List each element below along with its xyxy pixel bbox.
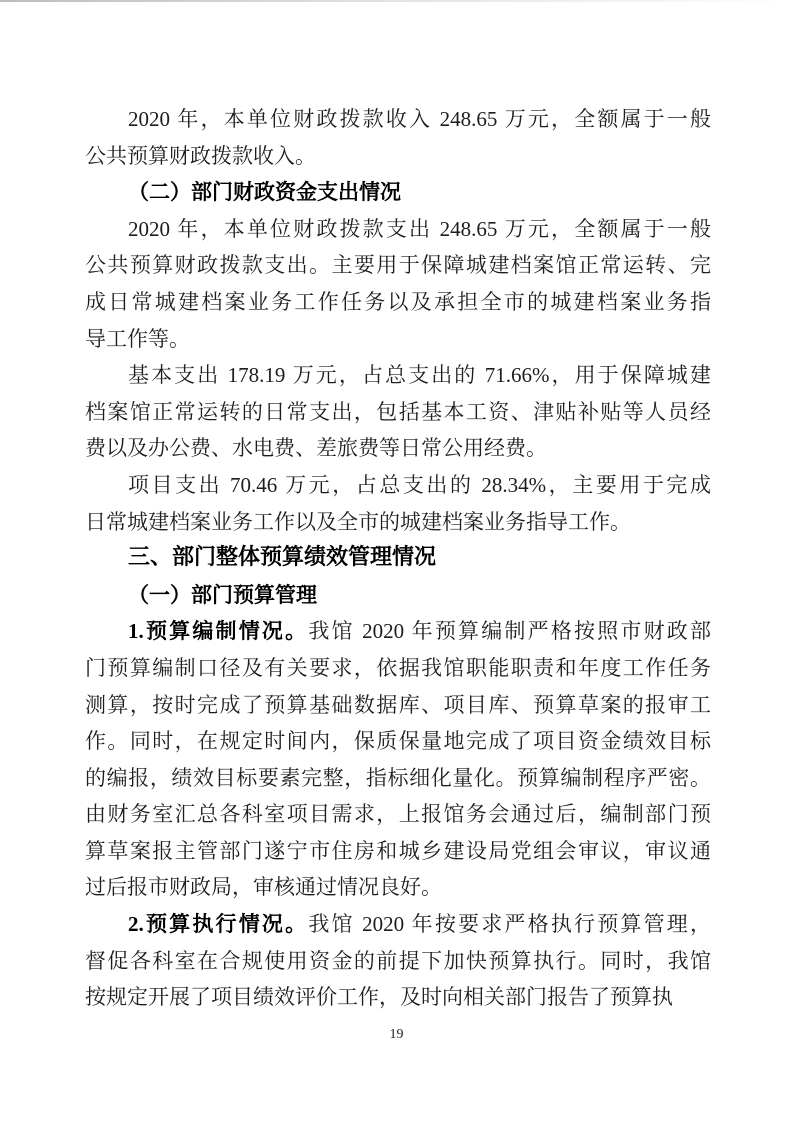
para-budget-compilation: [85, 613, 711, 906]
heading-section-2-line-1: （二）部门财政资金支出情况: [128, 180, 401, 205]
para-budget-execution-line-1: [85, 906, 711, 943]
para-budget-compilation-line-2: 门预算编制口径及有关要求，依据我馆职能职责和年度工作任务: [85, 655, 711, 680]
para-fiscal-expenditure-line-2: 公共预算财政拨款支出。主要用于保障城建档案馆正常运转、完: [85, 253, 711, 278]
heading-section-2: [85, 174, 711, 211]
para-budget-compilation-lead-line-text: 我馆 2020 年预算编制严格按照市财政部: [308, 619, 711, 644]
para-basic-expenditure: [85, 357, 711, 467]
para-budget-compilation-line-1: [85, 613, 711, 650]
para-fiscal-income: [85, 101, 711, 174]
para-budget-compilation-line-3: 测算，按时完成了预算基础数据库、项目库、预算草案的报审工: [85, 692, 711, 717]
para-budget-compilation-lead-label: 1.预算编制情况。: [128, 619, 309, 644]
para-basic-expenditure-line-2: 档案馆正常运转的日常支出，包括基本工资、津贴补贴等人员经: [85, 399, 711, 424]
para-fiscal-expenditure: [85, 211, 711, 357]
para-budget-compilation-line-7: 算草案报主管部门遂宁市住房和城乡建设局党组会审议，审议通: [85, 838, 711, 863]
para-budget-execution-line-2: 督促各科室在合规使用资金的前提下加快预算执行。同时，我馆: [85, 948, 711, 973]
para-project-expenditure: [85, 467, 711, 540]
para-budget-execution-lead-line-text: 我馆 2020 年按要求严格执行预算管理，: [308, 912, 711, 937]
scan-edge-artifact: [0, 0, 793, 2]
document-body: [85, 101, 711, 1016]
para-budget-compilation-line-6: 由财务室汇总各科室项目需求，上报馆务会通过后，编制部门预: [85, 802, 711, 827]
para-basic-expenditure-line-1: 基本支出 178.19 万元，占总支出的 71.66%，用于保障城建: [128, 363, 711, 388]
heading-section-3-1: [85, 577, 711, 614]
para-fiscal-expenditure-line-4: 导工作等。: [85, 326, 190, 351]
heading-section-3-1-line-1: （一）部门预算管理: [128, 582, 317, 607]
para-fiscal-income-line-2: 公共预算财政拨款收入。: [85, 143, 316, 168]
para-budget-compilation-line-5: 的编报，绩效目标要素完整，指标细化量化。预算编制程序严密。: [85, 765, 711, 790]
para-project-expenditure-line-2: 日常城建档案业务工作以及全市的城建档案业务指导工作。: [85, 509, 631, 534]
para-budget-execution-line-3: 按规定开展了项目绩效评价工作，及时向相关部门报告了预算执: [85, 985, 673, 1010]
para-fiscal-expenditure-line-1: 2020 年，本单位财政拨款支出 248.65 万元，全额属于一般: [128, 216, 711, 241]
para-fiscal-income-line-1: 2020 年，本单位财政拨款收入 248.65 万元，全额属于一般: [128, 107, 711, 131]
para-budget-execution: [85, 906, 711, 1016]
para-basic-expenditure-line-3: 费以及办公费、水电费、差旅费等日常公用经费。: [85, 436, 547, 461]
para-budget-compilation-line-4: 作。同时，在规定时间内，保质保量地完成了项目资金绩效目标: [85, 729, 711, 754]
para-fiscal-expenditure-line-3: 成日常城建档案业务工作任务以及承担全市的城建档案业务指: [85, 289, 711, 314]
heading-section-3: [85, 540, 711, 577]
para-budget-compilation-line-8: 过后报市财政局，审核通过情况良好。: [85, 875, 442, 900]
para-project-expenditure-line-1: 项目支出 70.46 万元，占总支出的 28.34%，主要用于完成: [128, 472, 711, 497]
para-budget-execution-lead-label: 2.预算执行情况。: [128, 912, 309, 937]
heading-section-3-line-1: 三、部门整体预算绩效管理情况: [128, 545, 437, 571]
page-number: 19: [389, 1027, 404, 1042]
